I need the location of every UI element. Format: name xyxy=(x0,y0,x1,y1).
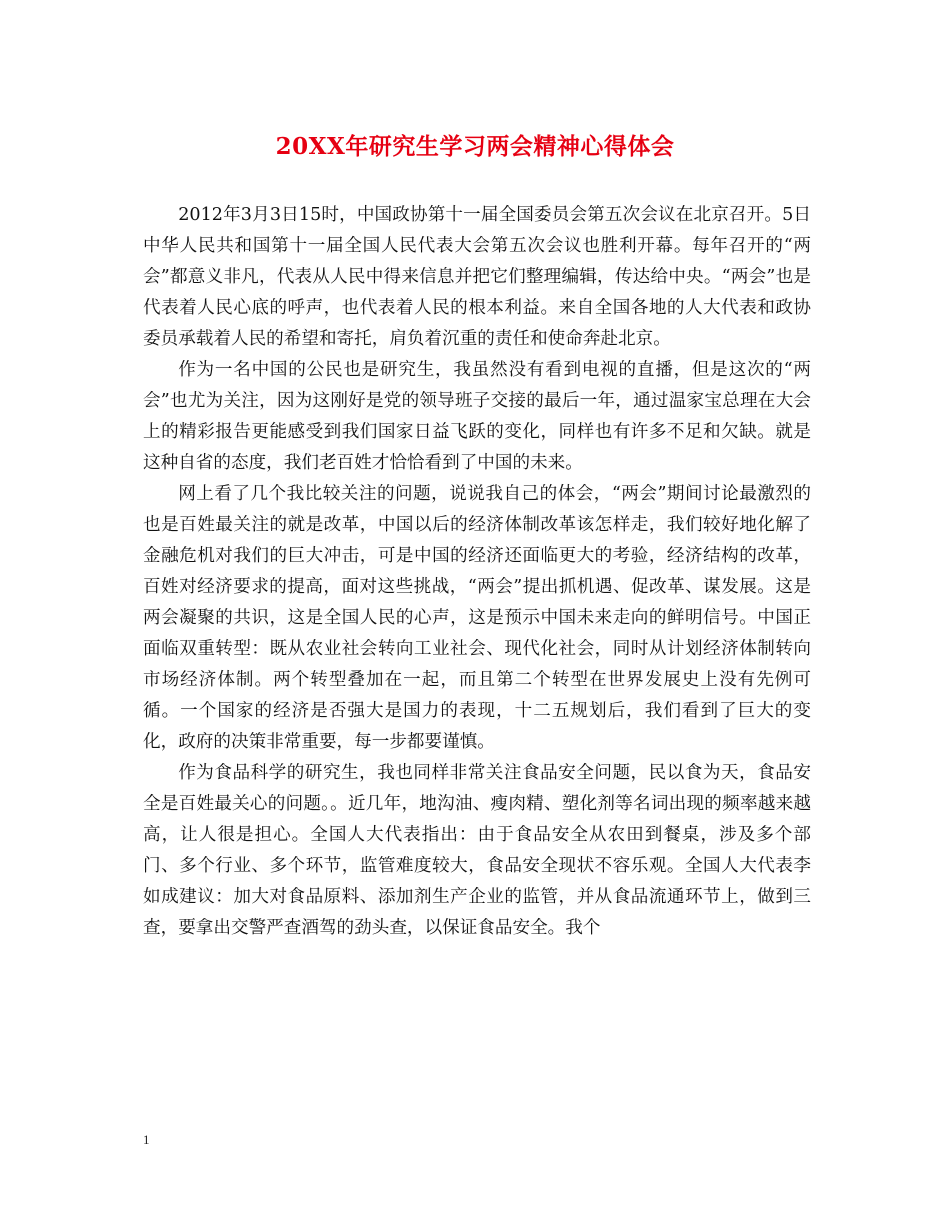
paragraph-4: 作为食品科学的研究生，我也同样非常关注食品安全问题，民以食为天，食品安全是百姓最关心的问题。。近几年，地沟油、瘦肉精、塑化剂等名词出现的频率越来越高，让人很是担心。全国人大代表指出：由于食品安全从农田到餐桌，涉及多个部门、多个行业、多个环节，监管难度较大，食品安全现状不容乐观。全国人大代表李如成建议：加大对食品原料、添加剂生产企业的监管，并从食品流通环节上，做到三查，要拿出交警严查酒驾的劲头查，以保证食品安全。我个 xyxy=(143,763,811,938)
page-number: 1 xyxy=(143,1132,150,1147)
paragraph-2: 作为一名中国的公民也是研究生，我虽然没有看到电视的直播，但是这次的“两会”也尤为关注，因为这刚好是党的领导班子交接的最后一年，通过温家宝总理在大会上的精彩报告更能感受到我们国家日益飞跃的变化，同样也有许多不足和欠缺。就是这种自省的态度，我们老百姓才恰恰看到了中国的未来。 xyxy=(143,360,811,473)
paragraph-1: 2012年3月3日15时，中国政协第十一届全国委员会第五次会议在北京召开。5日中华人民共和国第十一届全国人民代表大会第五次会议也胜利开幕。每年召开的“两会”都意义非凡，代表从人民中得来信息并把它们整理编辑，传达给中央。“两会”也是代表着人民心底的呼声，也代表着人民的根本利益。来自全国各地的人大代表和政协委员承载着人民的希望和寄托，肩负着沉重的责任和使命奔赴北京。 xyxy=(143,205,811,349)
document-title: 20XX年研究生学习两会精神心得体会 xyxy=(275,133,675,160)
document-body xyxy=(143,200,811,944)
paragraph-3: 网上看了几个我比较关注的问题，说说我自己的体会，“两会”期间讨论最激烈的也是百姓最关注的就是改革，中国以后的经济体制改革该怎样走，我们较好地化解了金融危机对我们的巨大冲击，可是中国的经济还面临更大的考验，经济结构的改革，百姓对经济要求的提高，面对这些挑战，“两会”提出抓机遇、促改革、谋发展。这是两会凝聚的共识，这是全国人民的心声，这是预示中国未来走向的鲜明信号。中国正面临双重转型：既从农业社会转向工业社会、现代化社会，同时从计划经济体制转向市场经济体制。两个转型叠加在一起，而且第二个转型在世界发展史上没有先例可循。一个国家的经济是否强大是国力的表现，十二五规划后，我们看到了巨大的变化，政府的决策非常重要，每一步都要谨慎。 xyxy=(143,484,811,752)
